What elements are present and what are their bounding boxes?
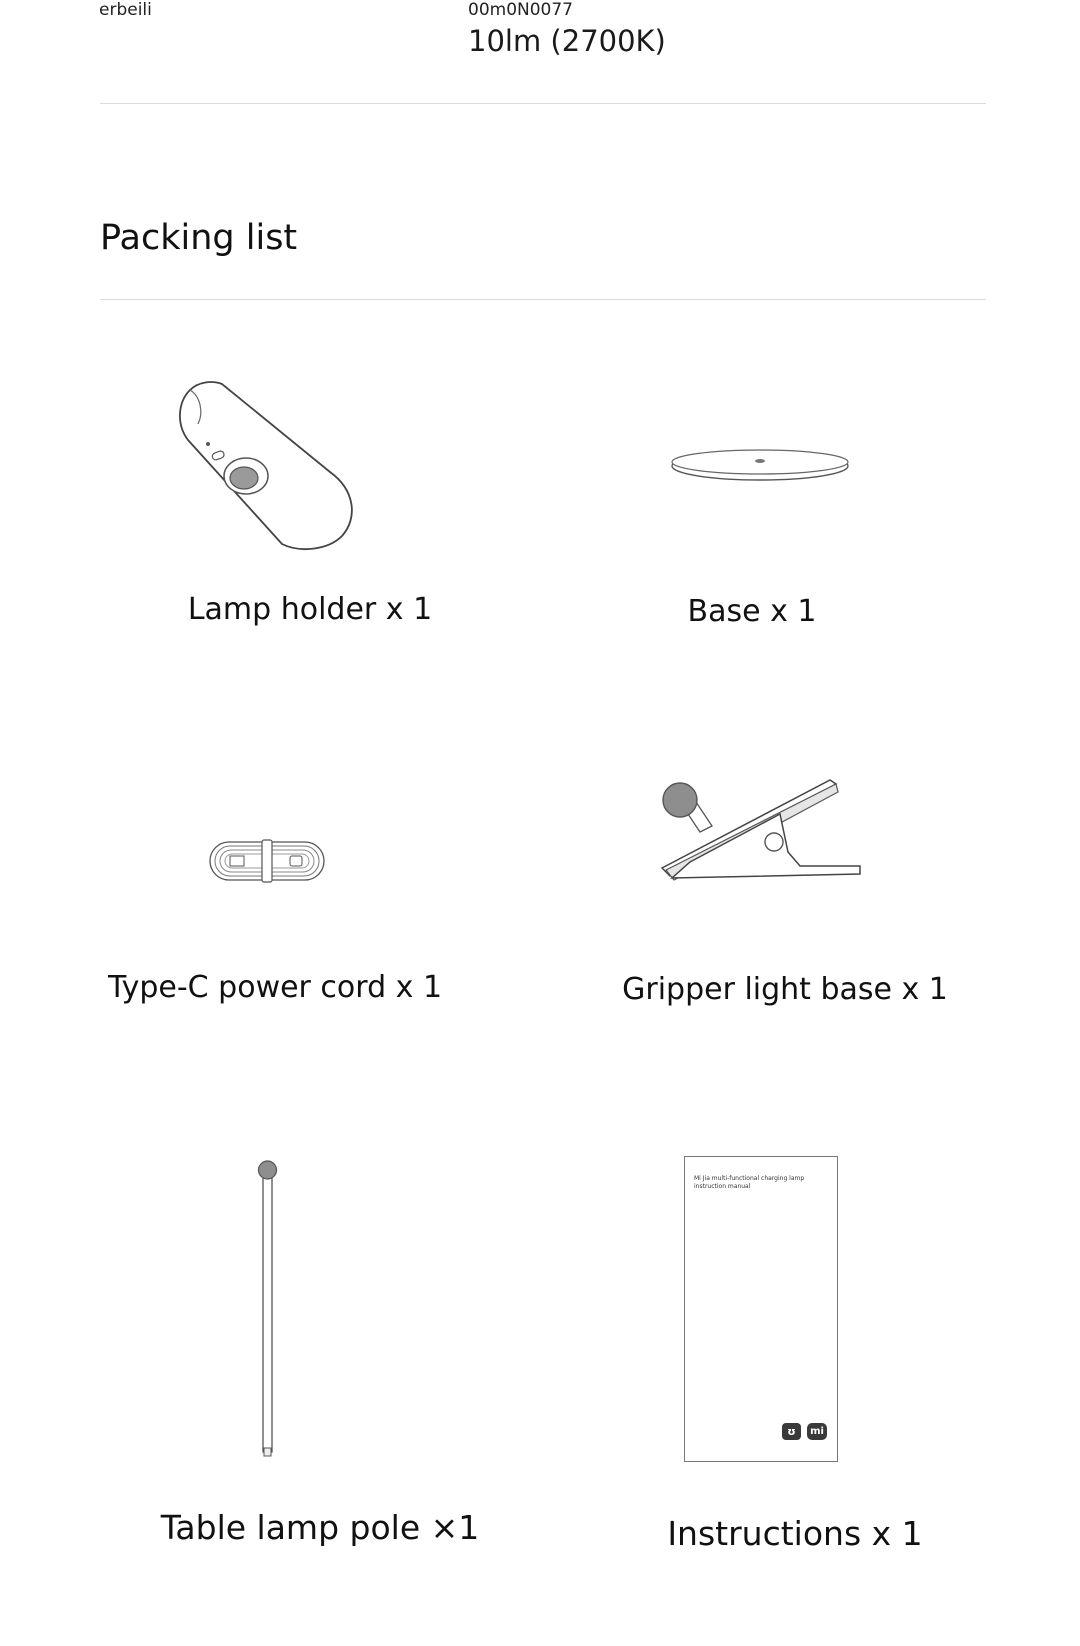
mijia-logo-icon: ʊ	[782, 1423, 801, 1440]
manual-title-line2: instruction manual	[694, 1183, 751, 1190]
power-cord-icon	[208, 838, 328, 884]
item-label-base: Base x 1	[687, 594, 817, 629]
gripper-clip-icon	[650, 770, 870, 890]
item-label-gripper-base: Gripper light base x 1	[622, 972, 948, 1007]
section-title: Packing list	[100, 218, 298, 258]
brand-text: erbeili	[99, 0, 152, 20]
item-label-lamp-holder: Lamp holder x 1	[187, 592, 433, 627]
divider-top	[100, 103, 986, 104]
mi-logo-icon: mi	[807, 1423, 827, 1440]
manual-title-line1: Mi Jia multi-functional charging lamp	[694, 1175, 805, 1182]
item-label-power-cord: Type-C power cord x 1	[107, 970, 443, 1005]
lamp-holder-icon	[170, 378, 370, 558]
base-disc-icon	[660, 440, 860, 490]
lamp-pole-icon	[256, 1160, 280, 1460]
item-label-lamp-pole: Table lamp pole ×1	[160, 1508, 480, 1547]
divider-section	[100, 299, 986, 300]
instruction-manual-icon	[684, 1156, 838, 1462]
item-label-instructions: Instructions x 1	[667, 1514, 923, 1553]
light-spec: 10lm (2700K)	[468, 24, 666, 58]
model-code: 00m0N0077	[468, 0, 573, 20]
